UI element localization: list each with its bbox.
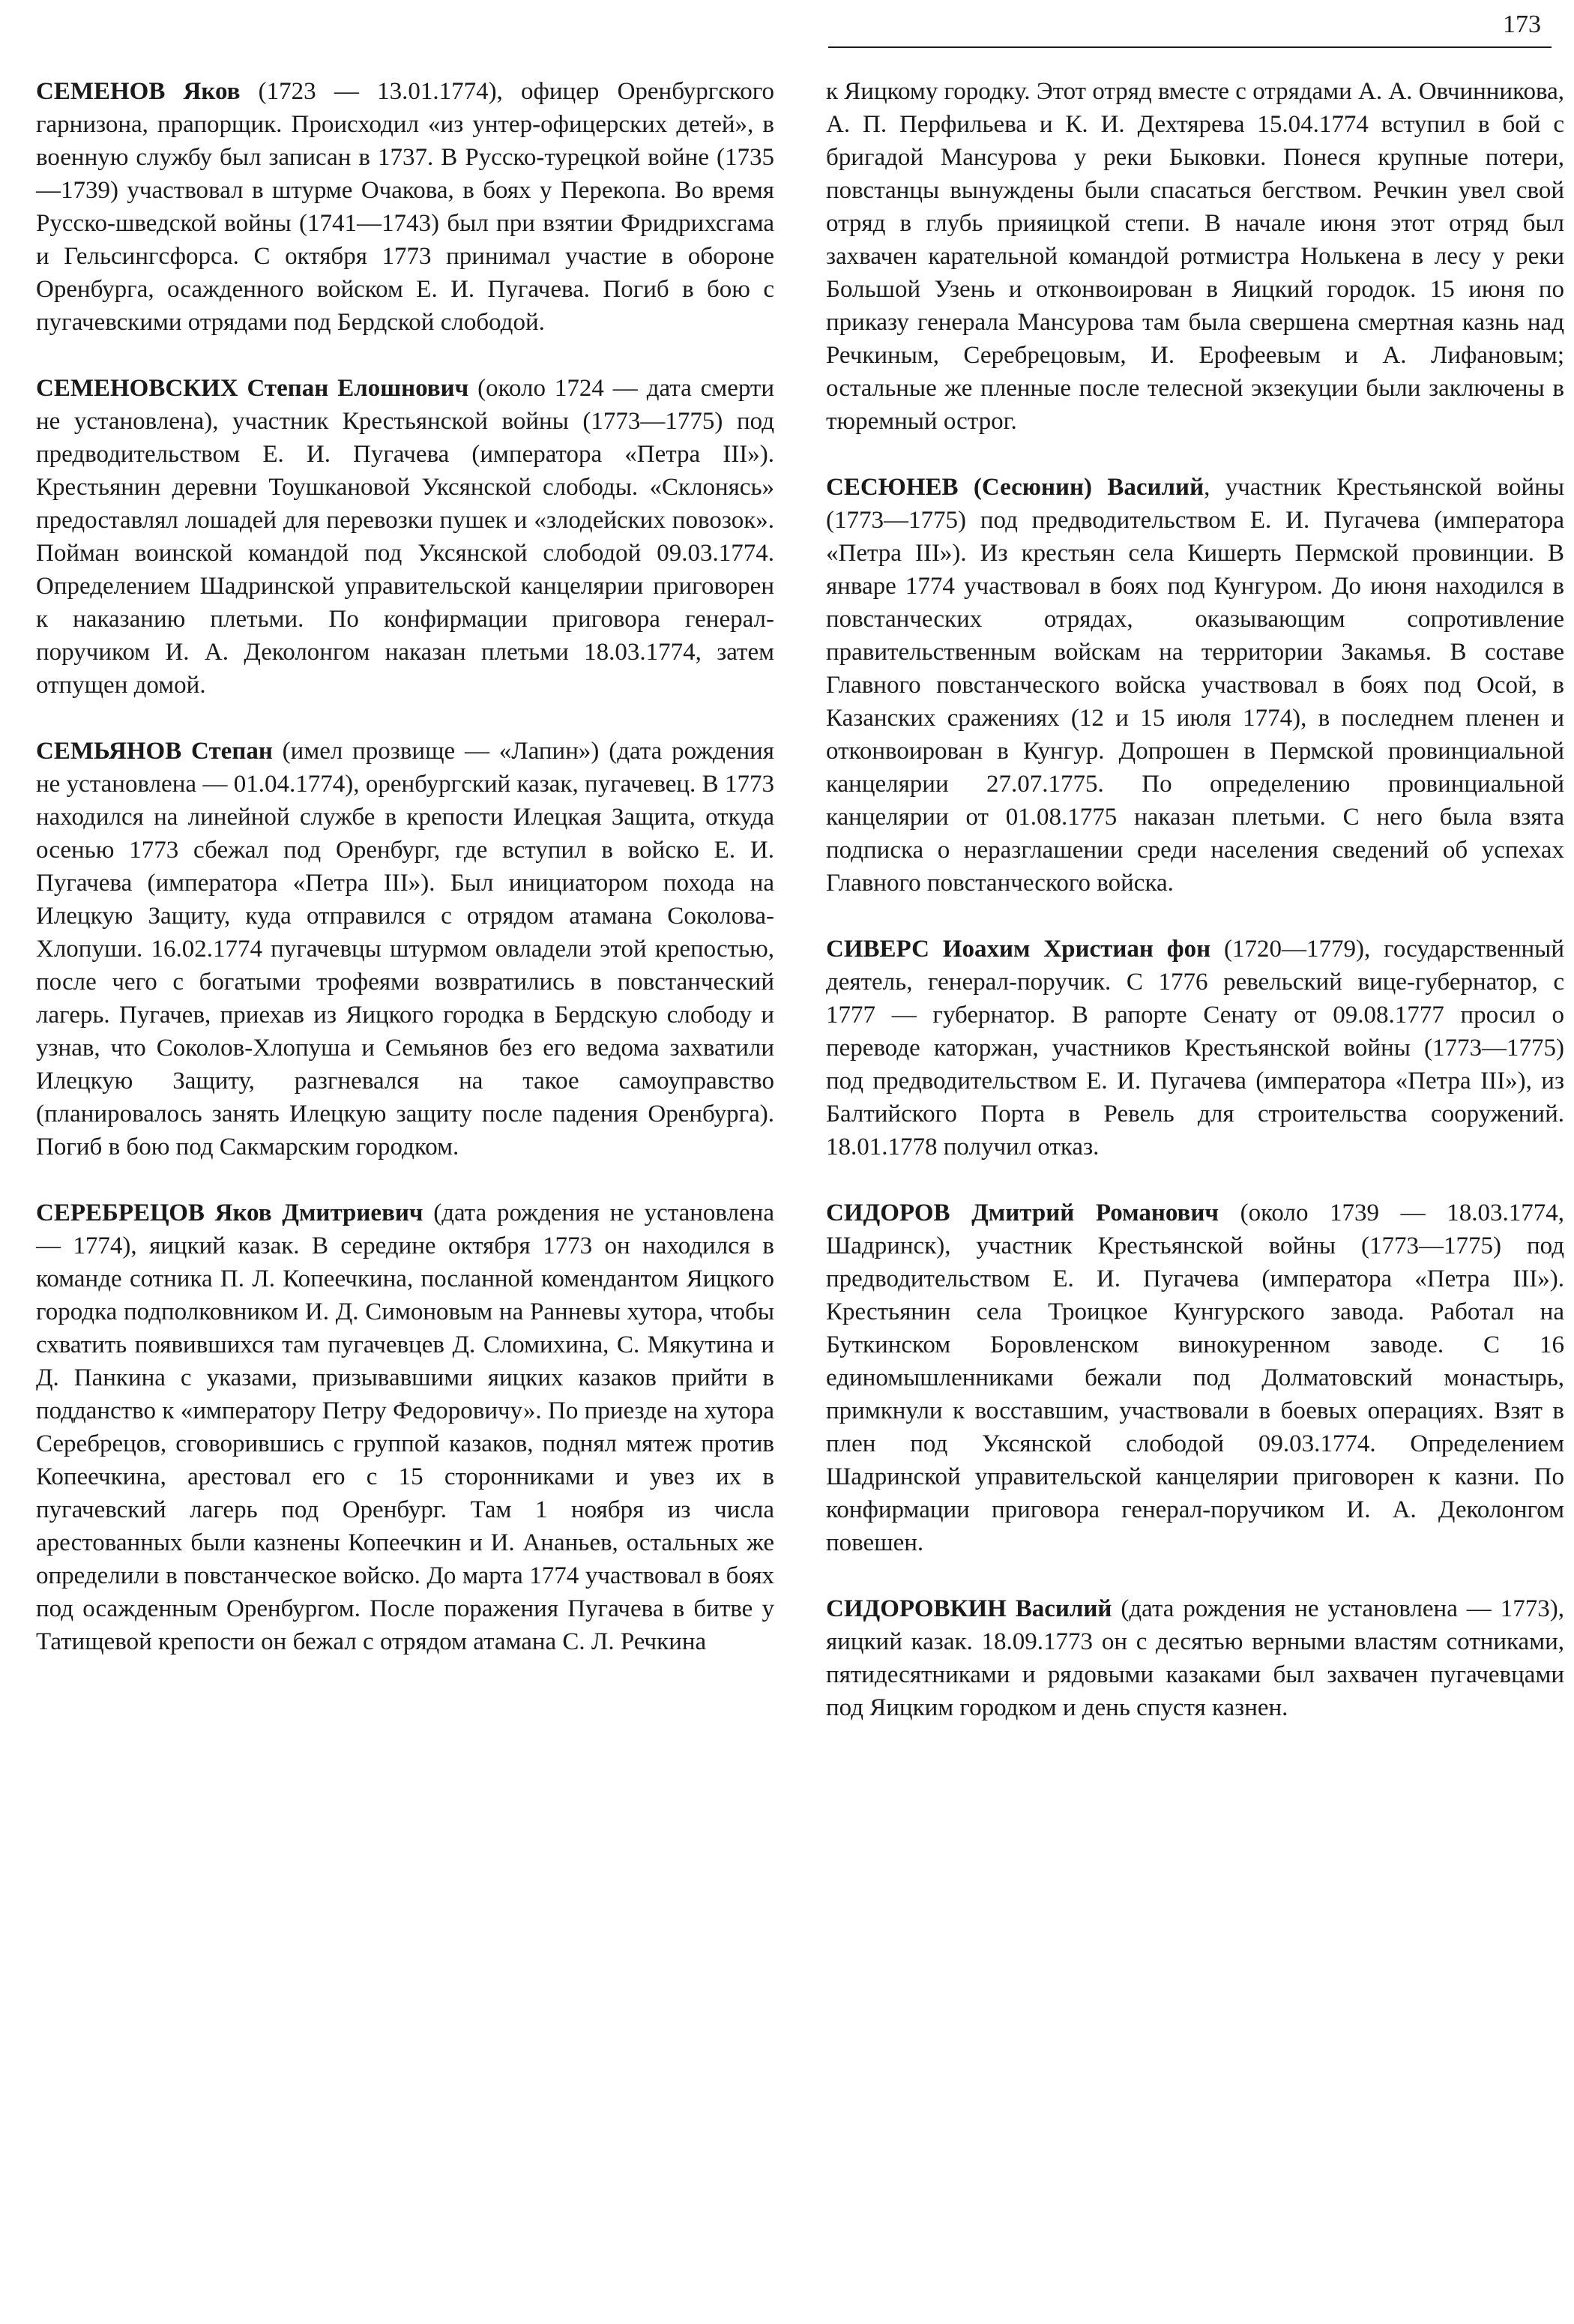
entry-text: (дата рождения не установлена — 1773), яицкий казак. 18.09.1773 он с десятью верными властям сотниками, пятидесятниками и рядовыми казаками был захвачен пугачевцами под Яицким городком и день спустя казнен.: [826, 1595, 1564, 1721]
entry: [826, 1196, 1564, 1559]
entry-headword: СЕМЕНОВ Яков: [36, 78, 241, 105]
entry-text: (около 1739 — 18.03.1774, Шадринск), участник Крестьянской войны (1773—1775) под предводительством Е. И. Пугачева (императора «Петра III»). Крестьянин села Троицкое Кунгурского завода. Работал на Буткинском Боровленском винокуренном заводе. С 16 единомышленниками бежали под Долматовский монастырь, примкнули к восставшим, участвовали в боевых операциях. Взят в плен под Уксянской слободой 09.03.1774. Определением Шадринской управительской канцелярии приговорен к казни. По конфирмации приговора генерал-поручиком И. А. Деколонгом повешен.: [826, 1199, 1564, 1556]
entry: [36, 1196, 774, 1658]
entry: [826, 471, 1564, 900]
entry: [36, 735, 774, 1163]
entry-headword: СЕМЬЯНОВ Степан: [36, 738, 273, 765]
entry-headword: СИДОРОВ Дмитрий Романович: [826, 1199, 1219, 1226]
entry-headword: СЕСЮНЕВ (Сесюнин) Василий: [826, 474, 1204, 501]
entry: [826, 1592, 1564, 1724]
entry: [36, 75, 774, 339]
entry-text: (1723 — 13.01.1774), офицер Оренбургского гарнизона, прапорщик. Происходил «из унтер-офицерских детей», в военную службу был записан в 1737. В Русско-турецкой войне (1735—1739) участвовал в штурме Очакова, в боях у Перекопа. Во время Русско-шведской войны (1741—1743) был при взятии Фридрихсгама и Гельсингсфорса. С октября 1773 принимал участие в обороне Оренбурга, осажденного войском Е. И. Пугачева. Погиб в бою с пугачевскими отрядами под Бердской слободой.: [36, 78, 774, 336]
right-column: [826, 75, 1564, 1757]
entry: [36, 372, 774, 702]
entry-text: (дата рождения не установлена — 1774), яицкий казак. В середине октября 1773 он находился в команде сотника П. Л. Копеечкина, посланной комендантом Яицкого городка подполковником И. Д. Симоновым на Ранневы хутора, чтобы схватить появившихся там пугачевцев Д. Сломихина, С. Мякутина и Д. Панкина с указами, призывавшими яицких казаков прийти в подданство к «императору Петру Федоровичу». По приезде на хутора Серебрецов, сговорившись с группой казаков, поднял мятеж против Копеечкина, арестовал его с 15 сторонниками и увез их в пугачевский лагерь под Оренбург. Там 1 ноября из числа арестованных были казнены Копеечкин и И. Ананьев, остальных же определили в повстанческое войско. До марта 1774 участвовал в боях под осажденным Оренбургом. После поражения Пугачева в битве у Татищевой крепости он бежал с отрядом атамана С. Л. Речкина: [36, 1199, 774, 1655]
entry-headword: СЕМЕНОВСКИХ Степан Елошнович: [36, 375, 469, 402]
page-number: 173: [1503, 10, 1541, 38]
entry-text: , участник Крестьянской войны (1773—1775) под предводительством Е. И. Пугачева (императора «Петра III»). Из крестьян села Кишерть Пермской провинции. В январе 1774 участвовал в боях под Кунгуром. До июня находился в повстанческих отрядах, оказывающим сопротивление правительственным войскам на территории Закамья. В составе Главного повстанческого войска участвовал в боях под Осой, в Казанских сражениях (12 и 15 июля 1774), в последнем пленен и отконвоирован в Кунгур. Допрошен в Пермской провинциальной канцелярии 27.07.1775. По определению провинциальной канцелярии от 01.08.1775 наказан плетьми. С него была взята подписка о неразглашении среди населения сведений об успехах Главного повстанческого войска.: [826, 474, 1564, 897]
left-column: [36, 75, 774, 1691]
header-rule: [828, 46, 1552, 48]
entry-text: (1720—1779), государственный деятель, генерал-поручик. С 1776 ревельский вице-губернатор, с 1777 — губернатор. В рапорте Сенату от 09.08.1777 просил о переводе каторжан, участников Крестьянской войны (1773—1775) под предводительством Е. И. Пугачева (императора «Петра III»), из Балтийского Порта в Ревель для строительства сооружений. 18.01.1778 получил отказ.: [826, 936, 1564, 1161]
entry-headword: СИВЕРС Иоахим Христиан фон: [826, 936, 1211, 963]
entry: [826, 933, 1564, 1163]
entry-headword: СЕРЕБРЕЦОВ Яков Дмитриевич: [36, 1199, 423, 1226]
entry-text: (имел прозвище — «Лапин») (дата рождения не установлена — 01.04.1774), оренбургский казак, пугачевец. В 1773 находился на линейной службе в крепости Илецкая Защита, откуда осенью 1773 сбежал под Оренбург, где вступил в войско Е. И. Пугачева (императора «Петра III»). Был инициатором похода на Илецкую Защиту, куда отправился с отрядом атамана Соколова-Хлопуши. 16.02.1774 пугачевцы штурмом овладели этой крепостью, после чего с богатыми трофеями возвратились в повстанческий лагерь. Пугачев, приехав из Яицкого городка в Бердскую слободу и узнав, что Соколов-Хлопуша и Семьянов без его ведома захватили Илецкую Защиту, разгневался на такое самоуправство (планировалось занять Илецкую защиту после падения Оренбурга). Погиб в бою под Сакмарским городком.: [36, 738, 774, 1161]
entry-text: (около 1724 — дата смерти не установлена), участник Крестьянской войны (1773—1775) под предводительством Е. И. Пугачева (императора «Петра III»). Крестьянин деревни Тоушкановой Уксянской слободы. «Склонясь» предоставлял лошадей для перевозки пушек и «злодейских повозок». Пойман воинской командой под Уксянской слободой 09.03.1774. Определением Шадринской управительской канцелярии приговорен к наказанию плетьми. По конфирмации приговора генерал-поручиком И. А. Деколонгом наказан плетьми 18.03.1774, затем отпущен домой.: [36, 375, 774, 699]
entry-continuation: к Яицкому городку. Этот отряд вместе с отрядами А. А. Овчинникова, А. П. Перфильева и К. И. Дехтярева 15.04.1774 вступил в бой с бригадой Мансурова у реки Быковки. Понеся крупные потери, повстанцы вынуждены были спасаться бегством. Речкин увел свой отряд в глубь прияицкой степи. В начале июня этот отряд был захвачен карательной командой ротмистра Нолькена в лесу у реки Большой Узень и отконвоирован в Яицкий городок. 15 июня по приказу генерала Мансурова там была свершена смертная казнь над Речкиным, Серебрецовым, И. Ерофеевым и А. Лифановым; остальные же пленные после телесной экзекуции были заключены в тюремный острог.: [826, 78, 1564, 435]
entry-headword: СИДОРОВКИН Василий: [826, 1595, 1112, 1622]
